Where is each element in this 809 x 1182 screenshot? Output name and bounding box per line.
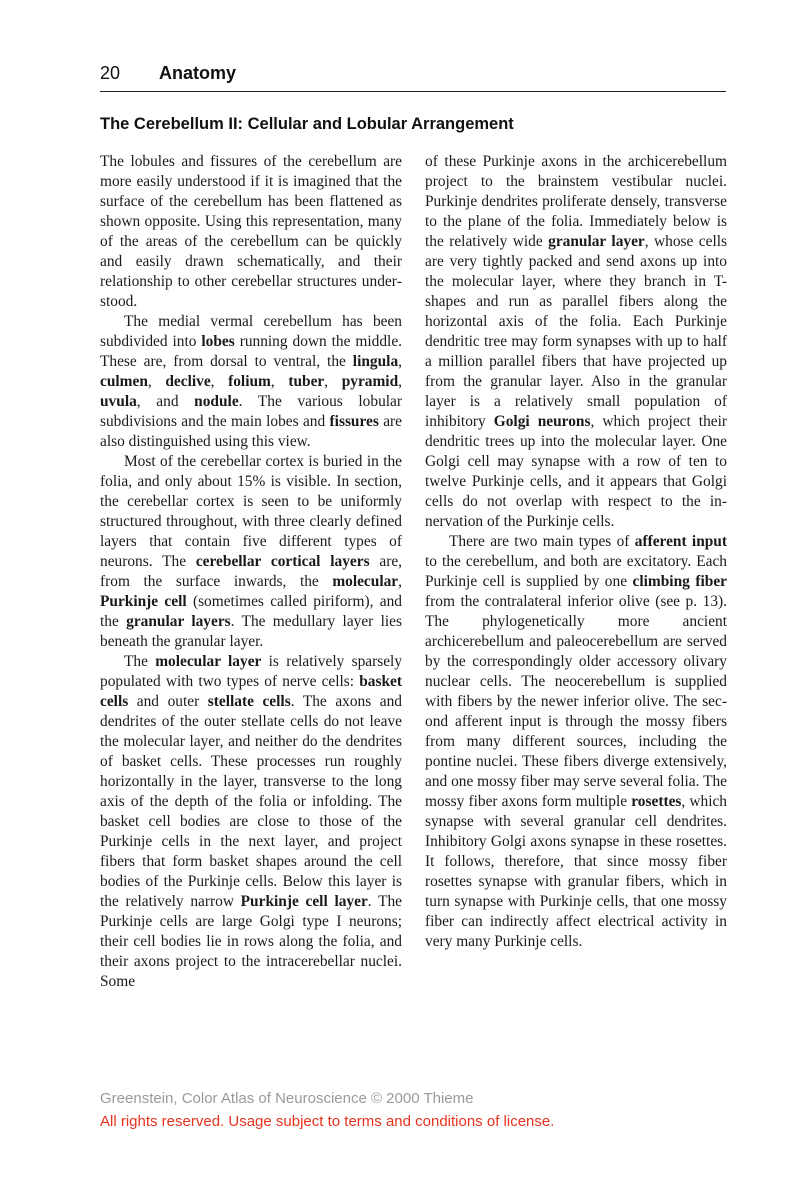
footer-rights-notice: All rights reserved. Usage subject to terms and conditions of license.	[100, 1113, 555, 1130]
paragraph-6: There are two main types of afferent input to the cerebellum, and both are excitatory. Each Purkinje cell is supplied by one climbing fiber from the contralateral inferior olive (see p. 13). The phylogenetically more ancient archicerebellum and paleocerebellum are served by the correspondingly older accessory olivary nuclear cells. The neocerebellum is supplied with fibers by the newer inferior olive. The second afferent input is through the mossy fibers from many different sources, including the pontine nuclei. These fibers diverge extensively, and one mossy fiber may serve several folia. The mossy fiber axons form multiple rosettes, which synapse with several granular cell dendrites. Inhibitory Golgi axons synapse in these rosettes. It follows, therefore, that since mossy fiber rosettes synapse with granular fibers, which in turn synapse with Purkinje cells, that one mossy fiber can indirectly affect electrical activity in very many Purkinje cells.	[425, 533, 727, 950]
page-title: The Cerebellum II: Cellular and Lobular Arrangement	[100, 115, 514, 133]
term-afferent-input: afferent input	[634, 533, 727, 550]
page-number: 20	[100, 63, 121, 83]
footer-copyright: Greenstein, Color Atlas of Neuroscience © 2000 Thieme	[100, 1090, 474, 1107]
term-tuber: tuber	[288, 373, 325, 390]
paragraph-5: of these Purkinje axons in the archicerebellum project to the brainstem vestibular nuclei. Purkinje dendrites proliferate densely, transverse to the plane of the folia. Immediately below is the relatively wide granular layer, whose cells are very tightly packed and send axons up into the molecular layer, where they branch in T-shapes and run as parallel fibers along the horizontal axis of the folia. Each Purkinje dendritic tree may form synapses with up to half a million parallel fibers that have projected up from the granular layer. Also in the granular layer is a relatively small population of inhibitory Golgi neurons, which project their dendritic trees up into the molecular layer. One Golgi cell may synapse with a row of ten to twelve Purkinje cells, and it appears that Golgi cells do not overlap with respect to the innervation of the Purkinje cells.	[425, 153, 728, 530]
term-uvula: uvula	[100, 393, 137, 410]
term-golgi-neurons: Golgi neurons	[493, 413, 591, 430]
term-molecular: molecular	[332, 573, 399, 590]
term-fissures: fissures	[329, 413, 379, 430]
term-granular-layer: granular layer	[548, 233, 645, 250]
term-lingula: lingula	[352, 353, 399, 370]
running-header	[100, 62, 726, 92]
term-lobes: lobes	[201, 333, 235, 350]
term-culmen: culmen	[100, 373, 148, 390]
term-molecular-layer: molecular layer	[155, 653, 262, 670]
paragraph-2: The medial vermal cerebellum has been subdivided into lobes running down the middle. These are, from dorsal to ventral, the lingula, culmen, declive, folium, tuber, pyramid, uvula, and nodule. The various lobular subdivisions and the main lobes and fissures are also distinguished using this view.	[100, 313, 403, 450]
term-rosettes: rosettes	[631, 793, 682, 810]
term-granular-layers: granular layers	[126, 613, 231, 630]
term-purkinje-cell: Purkinje cell	[100, 593, 187, 610]
term-nodule: nodule	[194, 393, 239, 410]
left-column	[100, 152, 402, 992]
term-purkinje-cell-layer: Purkinje cell layer	[240, 893, 368, 910]
term-folium: folium	[228, 373, 271, 390]
paragraph-4: The molecular layer is relatively sparsely populated with two types of nerve cells: basket cells and outer stellate cells. The axons and dendrites of the outer stellate cells do not leave the molecular layer, and neither do the dendrites of basket cells. These processes run roughly horizontally in the layer, transverse to the long axis of the depth of the folia or infolding. The basket cell bodies are close to those of the Purkinje cells in the next layer, and project fibers that form basket shapes around the cell bodies of the Purkinje cells. Below this layer is the relatively narrow Purkinje cell layer. The Purkinje cells are large Golgi type I neurons; their cell bodies lie in rows along the folia, and their axons project to the intracerebellar nuclei. Some	[100, 653, 403, 990]
term-basket-cells: basket cells	[100, 673, 402, 710]
term-stellate-cells: stellate cells	[207, 693, 291, 710]
term-declive: declive	[165, 373, 211, 390]
right-column	[425, 152, 727, 952]
section-label: Anatomy	[159, 63, 237, 83]
paragraph-1: The lobules and fissures of the cerebellum are more easily understood if it is imagined that the surface of the cerebellum has been flattened as shown opposite. Using this representation, many of the areas of the cerebellum can be quickly and easily drawn schematically, and their relationship to other cerebellar structures understood.	[100, 153, 402, 310]
paragraph-3: Most of the cerebellar cortex is buried in the folia, and only about 15% is visible. In section, the cerebellar cortex is seen to be uniformly structured throughout, with three clearly defined layers that contain five different types of neurons. The cerebellar cortical layers are, from the surface inwards, the molecular, Purkinje cell (sometimes called piriform), and the granular layers. The medullary layer lies beneath the granular layer.	[100, 453, 403, 650]
term-cortical-layers: cerebellar cortical layers	[195, 553, 370, 570]
term-climbing-fiber: climbing fiber	[632, 573, 727, 590]
term-pyramid: pyramid	[341, 373, 399, 390]
